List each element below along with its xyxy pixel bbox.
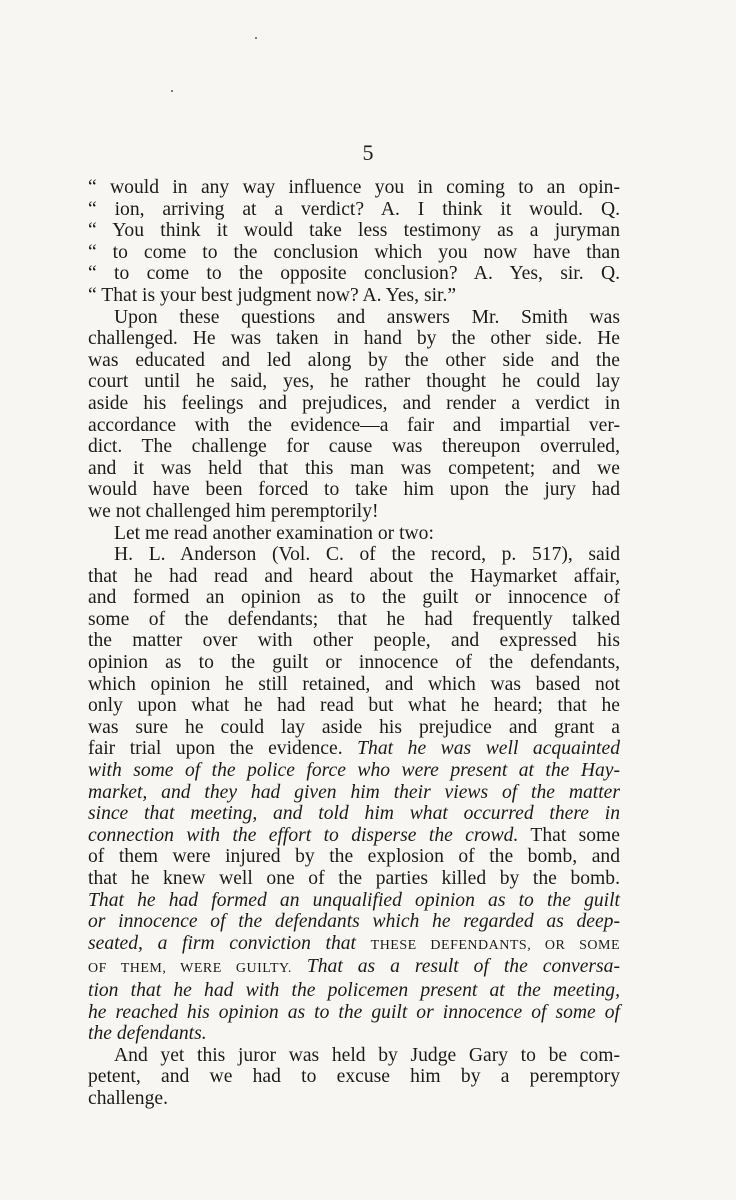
text-line: [88, 393, 620, 415]
text-line: [88, 220, 620, 242]
text-line: [88, 717, 620, 739]
body-text: [88, 177, 620, 1110]
text-segment: was educated and led along by the other side and the: [88, 349, 620, 371]
text-line: [88, 738, 620, 760]
text-line: [88, 199, 620, 221]
text-segment: challenged. He was taken in hand by the other side. He: [88, 328, 620, 350]
small-caps-segment: OF THEM, WERE GUILTY.: [88, 961, 292, 977]
text-line: [88, 868, 620, 890]
text-segment: fair trial upon the evidence.: [88, 738, 358, 760]
text-line: [88, 652, 620, 674]
text-line: [88, 371, 620, 393]
text-segment: court until he said, yes, he rather thought he could lay: [88, 371, 620, 393]
text-segment: aside his feelings and prejudices, and render a verdict in: [88, 392, 620, 414]
text-segment: accordance with the evidence—a fair and impartial ver-: [88, 414, 620, 436]
text-segment: only upon what he had read but what he heard; that he: [88, 695, 620, 717]
italic-segment: or innocence of the defendants which he regarded as deep-: [88, 911, 620, 933]
text-line: [88, 415, 620, 437]
text-segment: And yet this juror was held by Judge Gary to be com-: [114, 1044, 620, 1066]
text-line: [88, 911, 620, 933]
text-line: [88, 523, 620, 545]
text-line: [88, 933, 620, 957]
italic-segment: with some of the police force who were present at the Hay-: [88, 760, 620, 782]
text-line: [88, 328, 620, 350]
text-segment: challenge.: [88, 1087, 168, 1109]
text-segment: some of the defendants; that he had frequently talked: [88, 608, 620, 630]
text-line: [88, 1002, 620, 1024]
italic-segment: That he had formed an unqualified opinion as to the guilt: [88, 889, 620, 911]
page-speck: [255, 37, 257, 39]
italic-segment: connection with the effort to disperse the crowd.: [88, 824, 519, 846]
text-line: [88, 956, 620, 980]
text-line: [88, 825, 620, 847]
text-segment: “ would in any way influence you in coming to an opin-: [88, 177, 620, 198]
text-line: [88, 242, 620, 264]
text-line: [88, 1066, 620, 1088]
text-line: [88, 1023, 620, 1045]
text-segment: “ You think it would take less testimony as a juryman: [88, 220, 620, 242]
text-segment: that he knew well one of the parties killed by the bomb.: [88, 868, 620, 889]
text-segment: That some: [518, 824, 620, 846]
italic-segment: That he was well acquainted: [357, 738, 620, 760]
text-line: [88, 587, 620, 609]
italic-segment: the defendants.: [88, 1023, 207, 1045]
italic-segment: he reached his opinion as to the guilt or innocence of some of: [88, 1001, 620, 1023]
text-segment: “ ion, arriving at a verdict? A. I think it would. Q.: [88, 198, 620, 220]
text-segment: “ That is your best judgment now? A. Yes, sir.”: [88, 284, 457, 306]
text-segment: dict. The challenge for cause was thereupon overruled,: [88, 436, 620, 458]
text-segment: and it was held that this man was competent; and we: [88, 457, 620, 479]
text-segment: we not challenged him peremptorily!: [88, 500, 379, 522]
text-line: [88, 782, 620, 804]
text-line: [88, 177, 620, 199]
text-line: [88, 803, 620, 825]
text-segment: opinion as to the guilt or innocence of the defendants,: [88, 652, 620, 674]
text-line: [88, 630, 620, 652]
page-speck: [171, 90, 173, 92]
text-line: [88, 1045, 620, 1067]
text-line: [88, 609, 620, 631]
text-segment: and formed an opinion as to the guilt or innocence of: [88, 587, 620, 609]
text-segment: which opinion he still retained, and which was based not: [88, 673, 620, 695]
text-line: [88, 285, 620, 307]
text-line: [88, 350, 620, 372]
text-line: [88, 674, 620, 696]
text-line: [88, 436, 620, 458]
text-segment: Let me read another examination or two:: [114, 522, 434, 544]
text-line: [88, 263, 620, 285]
text-line: [88, 695, 620, 717]
page-number: 5: [362, 140, 374, 165]
text-segment: “ to come to the conclusion which you now have than: [88, 241, 620, 263]
text-segment: of them were injured by the explosion of the bomb, and: [88, 846, 620, 868]
text-line: [88, 458, 620, 480]
text-line: [88, 1088, 620, 1110]
text-line: [88, 890, 620, 912]
text-line: [88, 479, 620, 501]
text-segment: Upon these questions and answers Mr. Smith was: [114, 306, 620, 328]
text-segment: petent, and we had to excuse him by a peremptory: [88, 1066, 620, 1088]
italic-segment: since that meeting, and told him what occurred there in: [88, 803, 620, 825]
text-line: [88, 980, 620, 1002]
italic-segment: tion that he had with the policemen present at the meeting,: [88, 979, 620, 1001]
italic-segment: market, and they had given him their views of the matter: [88, 781, 620, 803]
text-segment: H. L. Anderson (Vol. C. of the record, p. 517), said: [114, 544, 620, 566]
text-segment: “ to come to the opposite conclusion? A. Yes, sir. Q.: [88, 263, 620, 285]
italic-segment: seated, a firm conviction that: [88, 932, 371, 954]
text-segment: the matter over with other people, and expressed his: [88, 630, 620, 652]
text-line: [88, 501, 620, 523]
small-caps-segment: THESE DEFENDANTS, OR SOME: [370, 937, 620, 953]
text-segment: that he had read and heard about the Haymarket affair,: [88, 565, 620, 587]
text-line: [88, 307, 620, 329]
text-line: [88, 544, 620, 566]
text-line: [88, 566, 620, 588]
italic-segment: That as a result of the conversa-: [291, 956, 621, 978]
text-line: [88, 846, 620, 868]
text-segment: was sure he could lay aside his prejudice and grant a: [88, 716, 620, 738]
text-line: [88, 760, 620, 782]
text-segment: would have been forced to take him upon the jury had: [88, 479, 620, 501]
